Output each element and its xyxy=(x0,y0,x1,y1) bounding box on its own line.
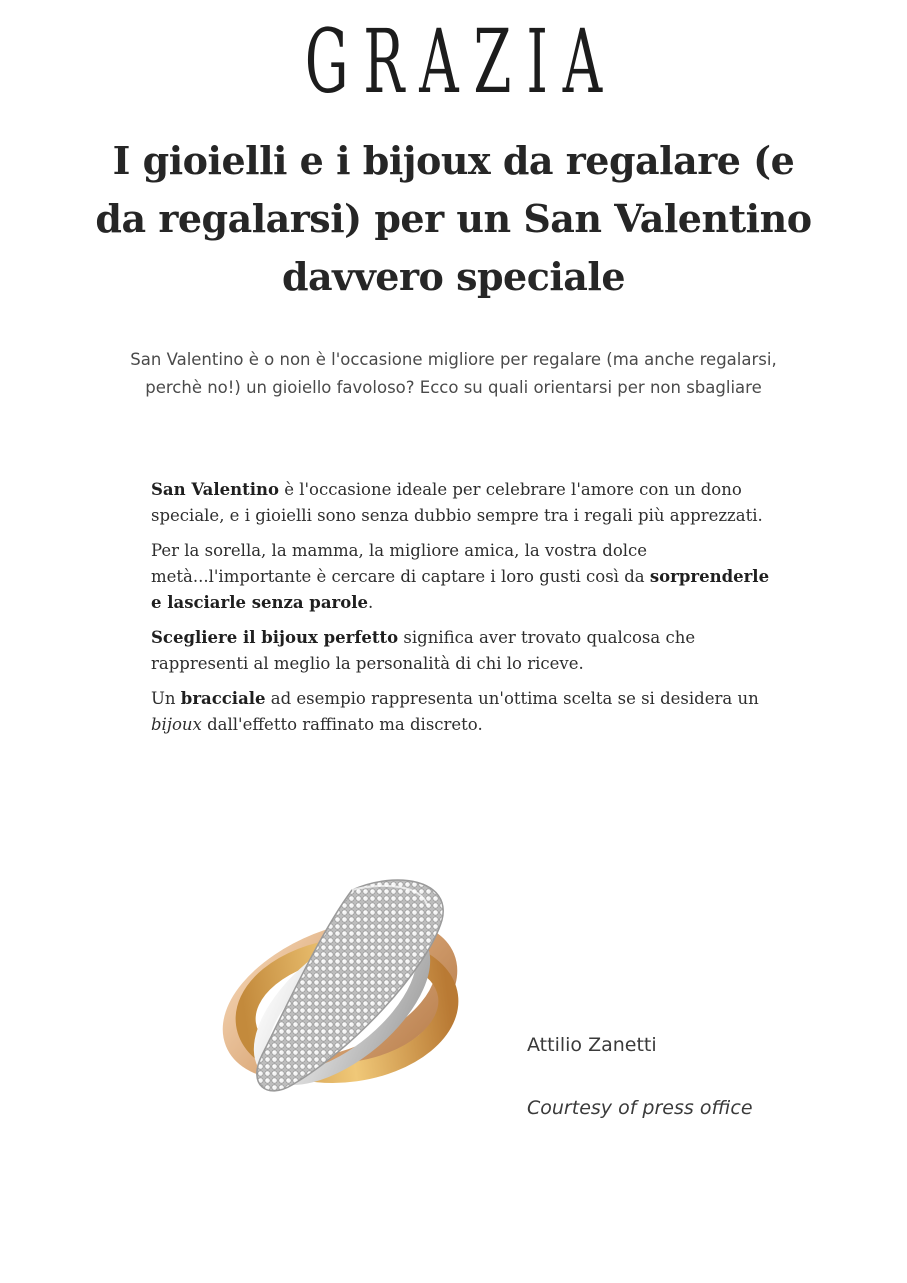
article-headline: I gioielli e i bijoux da regalare (e da regalarsi) per un San Valentino davvero speciale xyxy=(95,138,812,299)
bold-text: sorprenderle e lasciarle senza parole xyxy=(151,567,770,612)
paragraph-text: . xyxy=(367,593,374,612)
paragraph-text: Un xyxy=(151,689,181,708)
paragraph-text: è l'occasione ideale per celebrare l'amore con un dono speciale, e i gioielli sono senza dubbio sempre tra i regali più apprezzati. xyxy=(151,480,763,525)
grazia-logo[interactable]: GRAZIA xyxy=(304,10,618,113)
bold-text: Scegliere il bijoux perfetto xyxy=(151,628,399,647)
paragraph-text: ad esempio rappresenta un'ottima scelta se si desidera un xyxy=(265,689,759,708)
article-body xyxy=(151,477,771,747)
paragraph-3 xyxy=(151,625,771,677)
paragraph-4 xyxy=(151,686,771,738)
article-standfirst: San Valentino è o non è l'occasione migliore per regalare (ma anche regalarsi, perchè no!) un gioiello favoloso? Ecco su quali orientarsi per non sbagliare xyxy=(130,350,777,397)
paragraph-1 xyxy=(151,477,771,529)
bold-text: San Valentino xyxy=(151,480,279,499)
pave-diamond-ring-image xyxy=(222,860,472,1110)
image-credit-caption: Courtesy of press office xyxy=(527,1097,753,1119)
italic-text: bijoux xyxy=(151,715,202,734)
product-brand-caption: Attilio Zanetti xyxy=(527,1034,657,1056)
paragraph-text: Per la sorella, la mamma, la migliore amica, la vostra dolce metà...l'importante è cercare di captare i loro gusti così da xyxy=(151,541,650,586)
bold-text: bracciale xyxy=(180,689,266,708)
paragraph-2 xyxy=(151,538,771,616)
paragraph-text: dall'effetto raffinato ma discreto. xyxy=(201,715,483,734)
paragraph-text: significa aver trovato qualcosa che rappresenti al meglio la personalità di chi lo riceve. xyxy=(151,628,696,673)
